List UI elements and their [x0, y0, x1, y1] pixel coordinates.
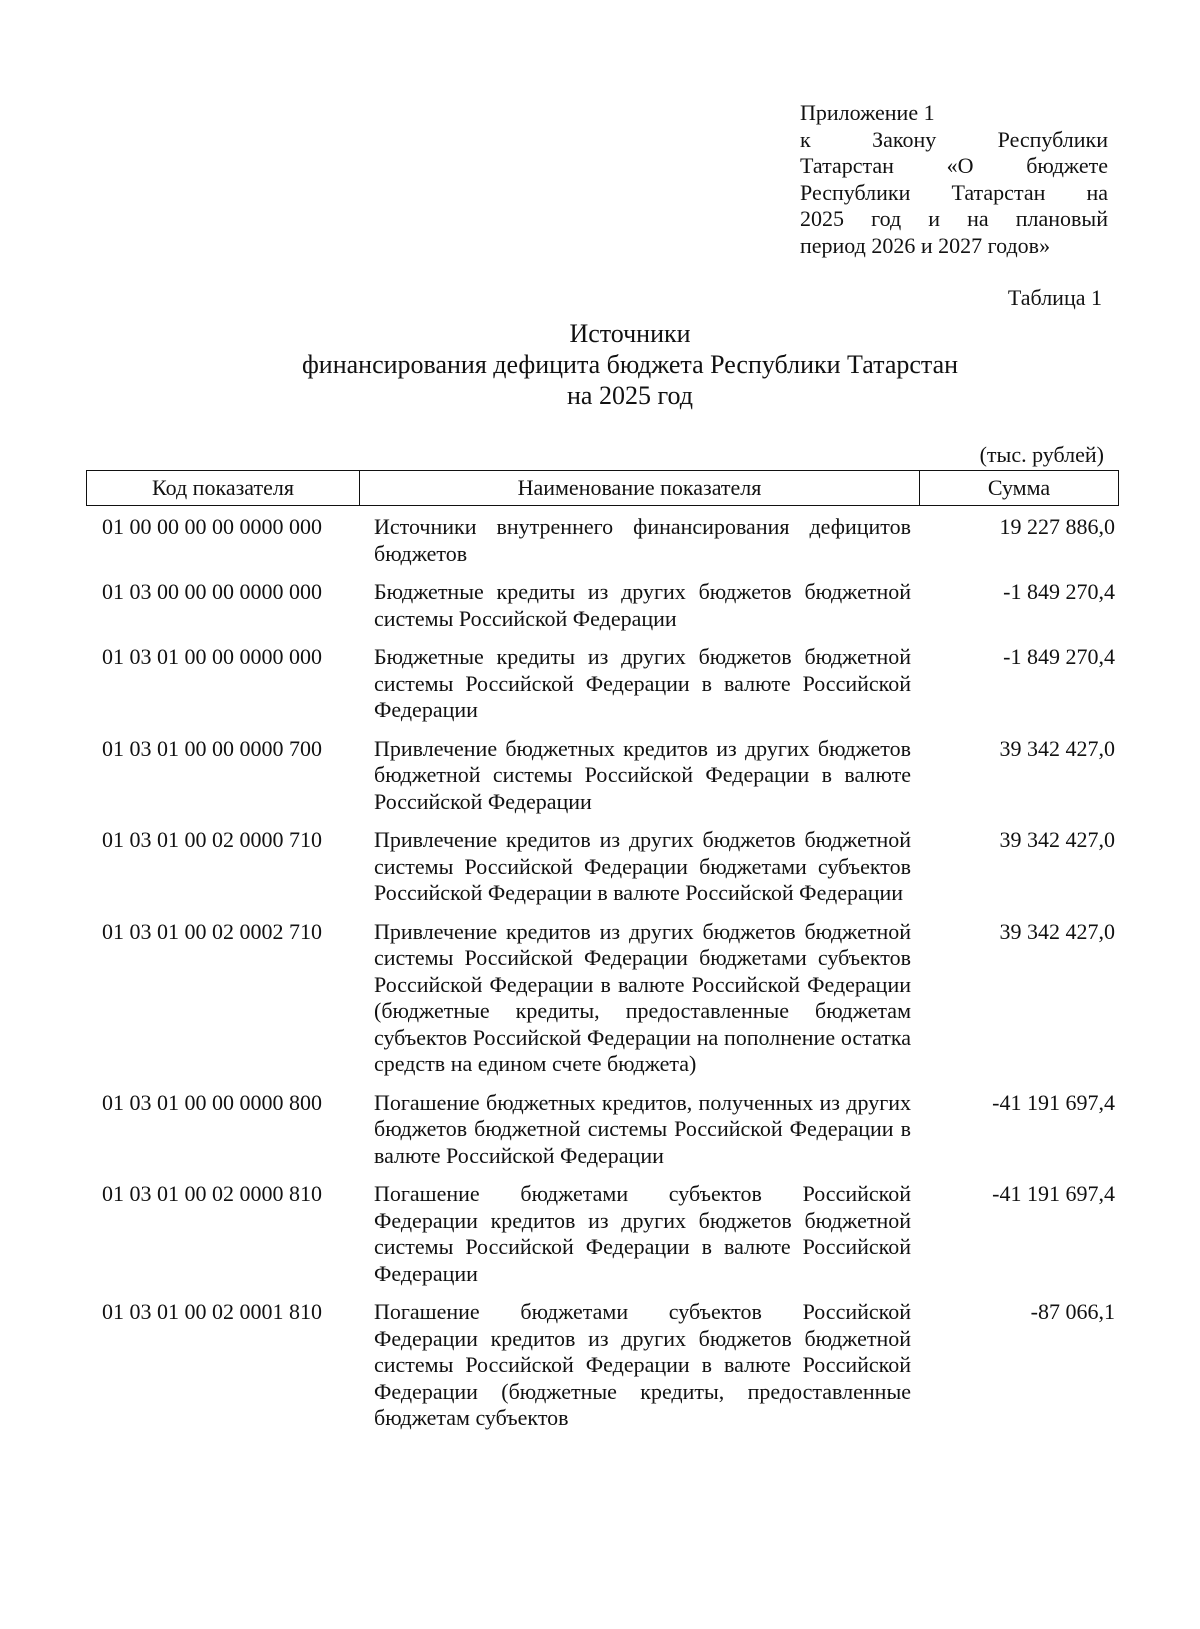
- appendix-line: Республики Татарстан на: [800, 179, 1108, 205]
- appendix-line: Приложение 1: [800, 100, 935, 125]
- row-sum: -87 066,1: [1030, 1299, 1115, 1324]
- appendix-line: к Закону Республики: [800, 126, 1108, 152]
- row-sum: -41 191 697,4: [992, 1089, 1115, 1115]
- table-body: [86, 514, 1119, 1432]
- row-code: 01 03 01 00 02 0000 810: [102, 1181, 322, 1206]
- row-code: 01 03 01 00 00 0000 700: [102, 735, 322, 761]
- budget-sources-table: [86, 470, 1119, 1432]
- title-line: на 2025 год: [567, 381, 693, 410]
- row-sum: 39 342 427,0: [999, 918, 1115, 944]
- table-row: [86, 1181, 1119, 1287]
- row-sum: -1 849 270,4: [1003, 644, 1115, 669]
- row-code: 01 03 01 00 00 0000 800: [102, 1089, 322, 1115]
- table-row: [86, 579, 1119, 632]
- table-row: [86, 644, 1119, 724]
- row-name: Погашение бюджетами субъектов Российской Федерации кредитов из других бюджетов бюджетной системы Российской Федерации в валюте Российской Федерации: [374, 1181, 911, 1286]
- units-label: (тыс. рублей): [979, 442, 1104, 467]
- table-row: [86, 514, 1119, 567]
- title-line: Источники: [569, 319, 691, 348]
- table-row: [86, 1299, 1119, 1432]
- table-row: [86, 827, 1119, 907]
- row-sum: 39 342 427,0: [999, 827, 1115, 852]
- table-row: [86, 1090, 1119, 1170]
- row-name: Привлечение бюджетных кредитов из других бюджетов бюджетной системы Российской Федерации в валюте Российской Федерации: [374, 735, 911, 814]
- row-name: Погашение бюджетных кредитов, полученных из других бюджетов бюджетной системы Российской Федерации в валюте Российской Федерации: [374, 1089, 911, 1168]
- row-code: 01 03 01 00 02 0002 710: [102, 918, 322, 944]
- title-line: финансирования дефицита бюджета Республики Татарстан: [301, 350, 959, 379]
- table-number-label: Таблица 1: [1007, 285, 1102, 310]
- table-row: [86, 919, 1119, 1078]
- row-name: Бюджетные кредиты из других бюджетов бюджетной системы Российской Федерации в валюте Российской Федерации: [374, 644, 911, 722]
- row-sum: -41 191 697,4: [992, 1181, 1115, 1206]
- row-code: 01 03 01 00 00 0000 000: [102, 644, 322, 669]
- row-code: 01 00 00 00 00 0000 000: [102, 514, 322, 539]
- row-name: Источники внутреннего финансирования дефицитов бюджетов: [374, 514, 911, 566]
- row-sum: -1 849 270,4: [1003, 579, 1115, 604]
- header-name: Наименование показателя: [360, 471, 920, 505]
- row-sum: 19 227 886,0: [999, 514, 1115, 539]
- table-header: [86, 470, 1119, 506]
- row-code: 01 03 01 00 02 0001 810: [102, 1299, 322, 1324]
- appendix-reference: [800, 100, 1108, 259]
- row-sum: 39 342 427,0: [999, 735, 1115, 761]
- row-code: 01 03 00 00 00 0000 000: [102, 579, 322, 604]
- table-row: [86, 736, 1119, 816]
- row-name: Погашение бюджетами субъектов Российской Федерации кредитов из других бюджетов бюджетной системы Российской Федерации в валюте Российской Федерации (бюджетные кредиты, предоставленные бюджетам субъектов: [374, 1299, 911, 1430]
- row-name: Привлечение кредитов из других бюджетов бюджетной системы Российской Федерации бюджетами субъектов Российской Федерации в валюте Российской Федерации: [374, 827, 911, 905]
- row-code: 01 03 01 00 02 0000 710: [102, 827, 322, 852]
- header-sum: Сумма: [987, 475, 1051, 500]
- header-code: Код показателя: [87, 471, 360, 505]
- row-name: Бюджетные кредиты из других бюджетов бюджетной системы Российской Федерации: [374, 579, 911, 631]
- appendix-line: Татарстан «О бюджете: [800, 153, 1108, 178]
- appendix-line: 2025 год и на плановый: [800, 206, 1108, 231]
- row-name: Привлечение кредитов из других бюджетов бюджетной системы Российской Федерации бюджетами субъектов Российской Федерации в валюте Российской Федерации (бюджетные кредиты, предоставленные бюджетам субъектов Российской Федерации на пополнение остатка средств на едином счете бюджета): [374, 918, 911, 1076]
- document-title: [0, 318, 1200, 411]
- appendix-line: период 2026 и 2027 годов»: [800, 232, 1051, 258]
